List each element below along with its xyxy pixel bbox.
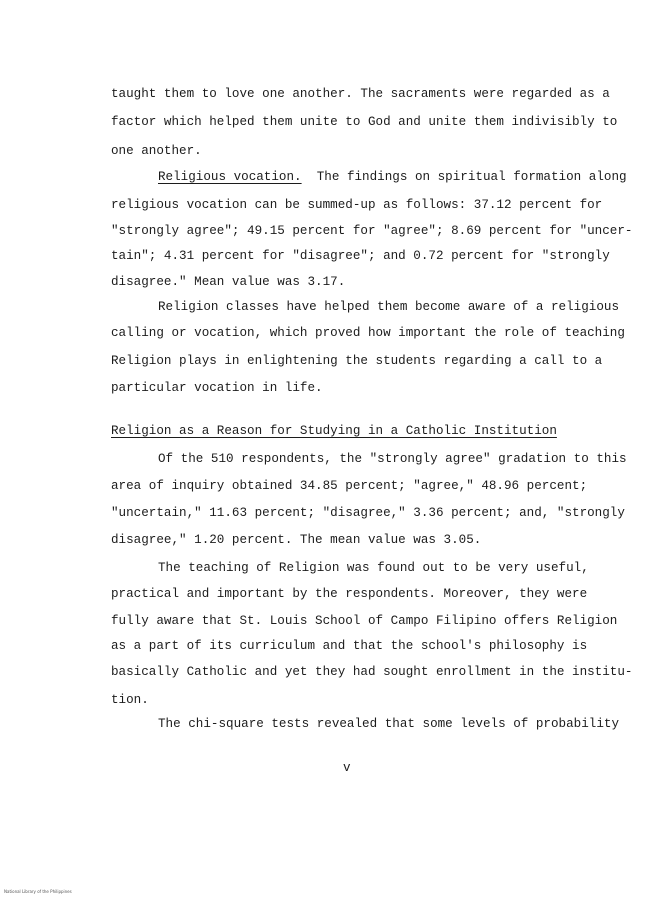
body-line: basically Catholic and yet they had sought enrollment in the institu- <box>111 665 633 679</box>
paragraph-heading-religious-vocation <box>158 169 627 185</box>
body-line: one another. <box>111 144 202 158</box>
body-line: disagree," 1.20 percent. The mean value was 3.05. <box>111 533 482 547</box>
body-line: as a part of its curriculum and that the school's philosophy is <box>111 639 588 653</box>
body-line: Religion classes have helped them become aware of a religious <box>158 300 620 314</box>
body-line: fully aware that St. Louis School of Campo Filipino offers Religion <box>111 614 618 628</box>
heading-text: Religious vocation. <box>158 170 302 184</box>
body-line: tain"; 4.31 percent for "disagree"; and 0.72 percent for "strongly <box>111 249 610 263</box>
body-line: calling or vocation, which proved how important the role of teaching <box>111 326 625 340</box>
body-line: practical and important by the respondents. Moreover, they were <box>111 587 588 601</box>
body-line: particular vocation in life. <box>111 381 323 395</box>
footer-watermark: National Library of the Philippines <box>4 889 72 894</box>
body-line: Religion plays in enlightening the students regarding a call to a <box>111 354 603 368</box>
body-line: area of inquiry obtained 34.85 percent; "agree," 48.96 percent; <box>111 479 588 493</box>
body-line: disagree." Mean value was 3.17. <box>111 275 346 289</box>
body-line: taught them to love one another. The sacraments were regarded as a <box>111 87 610 101</box>
body-line: Of the 510 respondents, the "strongly agree" gradation to this <box>158 452 627 466</box>
body-line: The findings on spiritual formation along <box>301 170 627 184</box>
body-line: The chi-square tests revealed that some levels of probability <box>158 717 620 731</box>
body-line: religious vocation can be summed-up as follows: 37.12 percent for <box>111 198 603 212</box>
body-line: "uncertain," 11.63 percent; "disagree," 3.36 percent; and, "strongly <box>111 506 625 520</box>
body-line: factor which helped them unite to God and unite them indivisibly to <box>111 115 618 129</box>
body-line: tion. <box>111 693 149 707</box>
body-line: "strongly agree"; 49.15 percent for "agree"; 8.69 percent for "uncer- <box>111 224 633 238</box>
page-number: v <box>343 761 351 775</box>
body-line: The teaching of Religion was found out to be very useful, <box>158 561 589 575</box>
section-heading: Religion as a Reason for Studying in a Catholic Institution <box>111 424 557 438</box>
